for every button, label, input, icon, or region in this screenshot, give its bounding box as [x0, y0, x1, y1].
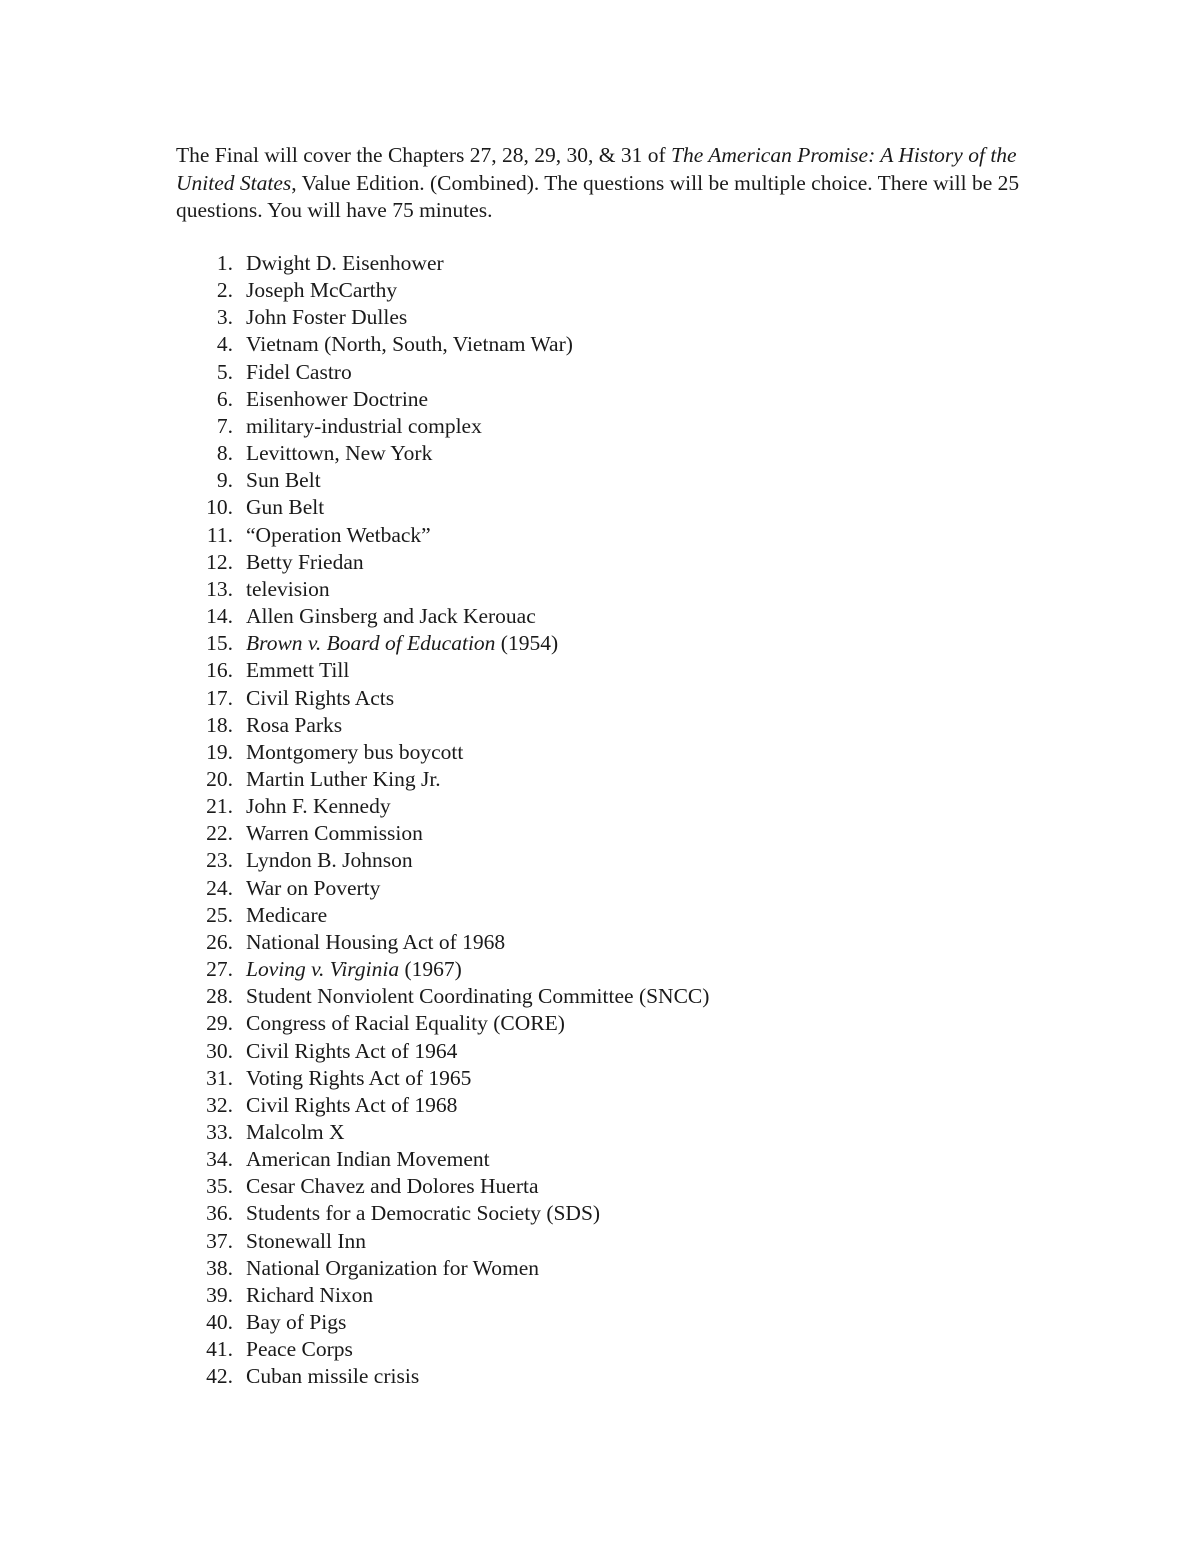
list-item-label	[246, 494, 324, 521]
list-item-label	[246, 1173, 539, 1200]
list-item-text: Joseph McCarthy	[246, 278, 398, 303]
list-item-number: 1.	[216, 251, 233, 275]
list-item-text: Dwight D. Eisenhower	[246, 251, 444, 275]
list-item-number: 7.	[216, 413, 233, 438]
list-item-label	[246, 1065, 471, 1092]
list-item-text: Peace Corps	[246, 1337, 353, 1362]
list-item-text: Montgomery bus boycott	[246, 739, 464, 764]
list-item-label	[246, 1146, 490, 1173]
list-item-number: 5.	[216, 359, 233, 384]
list-item-number: 6.	[216, 386, 233, 411]
list-item-number: 13.	[206, 576, 233, 601]
list-item-label	[246, 1200, 600, 1227]
list-item-text: Eisenhower Doctrine	[246, 386, 429, 411]
list-item-label	[246, 1336, 353, 1363]
list-item-number: 35.	[206, 1174, 233, 1199]
list-item-label	[246, 902, 327, 929]
list-item-number: 41.	[206, 1337, 233, 1362]
list-item-text: Students for a Democratic Society (SDS)	[246, 1201, 601, 1226]
list-item-text: Student Nonviolent Coordinating Committee (SNCC)	[246, 984, 710, 1009]
list-item-number: 14.	[206, 604, 233, 629]
list-item-label	[246, 359, 352, 386]
list-item-label	[246, 1309, 346, 1336]
list-item-number: 36.	[206, 1201, 233, 1226]
list-item-number: 22.	[206, 821, 233, 846]
list-item-number: 32.	[206, 1092, 233, 1117]
list-item-number: 24.	[206, 875, 233, 900]
list-item-label	[246, 1010, 565, 1037]
list-item-text: Voting Rights Act of 1965	[246, 1065, 472, 1090]
list-item-number: 12.	[206, 549, 233, 574]
list-item-text: Bay of Pigs	[246, 1310, 347, 1335]
list-item-label	[246, 413, 482, 440]
list-item-label	[246, 983, 709, 1010]
list-item-number: 37.	[206, 1228, 233, 1253]
list-item-text: National Organization for Women	[246, 1255, 540, 1280]
list-item-text: Betty Friedan	[246, 549, 364, 574]
list-item-number: 9.	[216, 468, 233, 493]
list-item-text: American Indian Movement	[246, 1147, 490, 1172]
intro-paragraph	[176, 142, 1036, 225]
list-item-label	[246, 739, 463, 766]
list-item-text: Malcolm X	[246, 1120, 345, 1144]
list-item-text: Gun Belt	[246, 495, 325, 520]
list-item-label	[246, 386, 428, 413]
list-item-label	[246, 956, 462, 983]
list-item-number: 27.	[206, 957, 233, 982]
list-item-number: 40.	[206, 1310, 233, 1335]
list-item-label	[246, 1363, 419, 1390]
list-item-label	[246, 304, 407, 331]
list-item-label	[246, 847, 413, 874]
list-item-number: 15.	[206, 631, 233, 656]
list-item-text: Stonewall Inn	[246, 1228, 367, 1253]
list-item-text: Warren Commission	[246, 821, 423, 846]
list-item-text: Congress of Racial Equality (CORE)	[246, 1011, 565, 1036]
list-item-number: 26.	[206, 929, 233, 954]
list-item-label	[246, 331, 573, 358]
list-item-number: 28.	[206, 984, 233, 1009]
list-item-label	[246, 820, 423, 847]
list-item-text: Richard Nixon	[246, 1282, 374, 1307]
list-item-number: 18.	[206, 712, 233, 737]
list-item-text: Allen Ginsberg and Jack Kerouac	[246, 604, 536, 629]
list-item-text: Fidel Castro	[246, 359, 352, 384]
list-item-text: John F. Kennedy	[246, 794, 391, 819]
list-item-label	[246, 630, 558, 657]
list-item-label	[246, 1282, 373, 1309]
list-item-text: Lyndon B. Johnson	[246, 848, 413, 873]
list-item-number: 17.	[206, 685, 233, 710]
list-item-text: (1954)	[495, 631, 559, 656]
list-item-label	[246, 1255, 539, 1282]
list-item-number: 25.	[206, 902, 233, 927]
list-item-number: 34.	[206, 1147, 233, 1172]
list-item-text: Medicare	[246, 902, 328, 927]
list-item-text: Levittown, New York	[246, 441, 433, 466]
intro-text-start: The Final will cover the Chapters 27, 28, 29, 30, & 31 of	[176, 143, 672, 167]
list-item-label	[246, 603, 536, 630]
list-item-number: 16.	[206, 658, 233, 683]
list-item-text: Cesar Chavez and Dolores Huerta	[246, 1174, 539, 1199]
list-item-number: 19.	[206, 739, 233, 764]
list-item-number: 39.	[206, 1282, 233, 1307]
list-item-number: 3.	[216, 305, 233, 330]
list-item-label	[246, 250, 444, 277]
list-item-number: 23.	[206, 848, 233, 873]
list-item-number: 10.	[206, 495, 233, 520]
list-item-text: “Operation Wetback”	[246, 522, 431, 547]
list-item-number: 4.	[216, 332, 233, 357]
list-item-label	[246, 1228, 366, 1255]
list-item-label	[246, 875, 380, 902]
list-item-text: John Foster Dulles	[246, 305, 408, 330]
list-item-text: Sun Belt	[246, 468, 321, 493]
list-item-text: Civil Rights Acts	[246, 685, 395, 710]
list-item-number: 38.	[206, 1255, 233, 1280]
list-item-label	[246, 929, 505, 956]
list-item-label	[246, 522, 431, 549]
list-item-label	[246, 576, 330, 603]
list-item-text: Civil Rights Act of 1968	[246, 1092, 458, 1117]
intro-text-end: , Value Edition. (Combined). The questions will be multiple choice. There will be 25 questions. You will have 75 minutes.	[176, 170, 1020, 222]
list-item-text: National Housing Act of 1968	[246, 929, 506, 954]
list-item-label	[246, 793, 391, 820]
list-item-number: 29.	[206, 1011, 233, 1036]
list-item-italic-title: Loving v. Virginia	[246, 957, 400, 982]
list-item-label	[246, 1038, 457, 1065]
list-item-number: 21.	[206, 794, 233, 819]
list-item-text: Emmett Till	[246, 658, 350, 683]
list-item-label	[246, 657, 349, 684]
list-item-number: 42.	[206, 1364, 233, 1389]
list-item-label	[246, 712, 342, 739]
list-item-text: Civil Rights Act of 1964	[246, 1038, 458, 1063]
list-item-label	[246, 549, 364, 576]
list-item-label	[246, 1119, 345, 1146]
list-item-italic-title: Brown v. Board of Education	[246, 631, 496, 656]
list-item-number: 20.	[206, 766, 233, 791]
list-item-text: Cuban missile crisis	[246, 1364, 420, 1389]
list-item-label	[246, 440, 432, 467]
list-item-label	[246, 766, 441, 793]
list-item-number: 31.	[206, 1065, 233, 1090]
list-item-number: 30.	[206, 1038, 233, 1063]
book-title: The American Promise: A History of the United States	[176, 143, 1017, 195]
list-item-number: 11.	[206, 522, 233, 547]
list-item-text: military-industrial complex	[246, 413, 482, 438]
list-item-text: War on Poverty	[246, 875, 381, 900]
list-item-number: 2.	[216, 278, 233, 303]
list-item-label	[246, 1092, 457, 1119]
list-item-text: Rosa Parks	[246, 712, 343, 737]
list-item-label	[246, 277, 397, 304]
list-item-text: television	[246, 576, 330, 601]
list-item-label	[246, 467, 321, 494]
list-item-text: Vietnam (North, South, Vietnam War)	[246, 332, 573, 357]
list-item-text: Martin Luther King Jr.	[246, 766, 441, 791]
list-item-number: 8.	[216, 441, 233, 466]
list-item-label	[246, 685, 394, 712]
list-item-text: (1967)	[399, 957, 462, 982]
list-item-number: 33.	[206, 1120, 233, 1144]
